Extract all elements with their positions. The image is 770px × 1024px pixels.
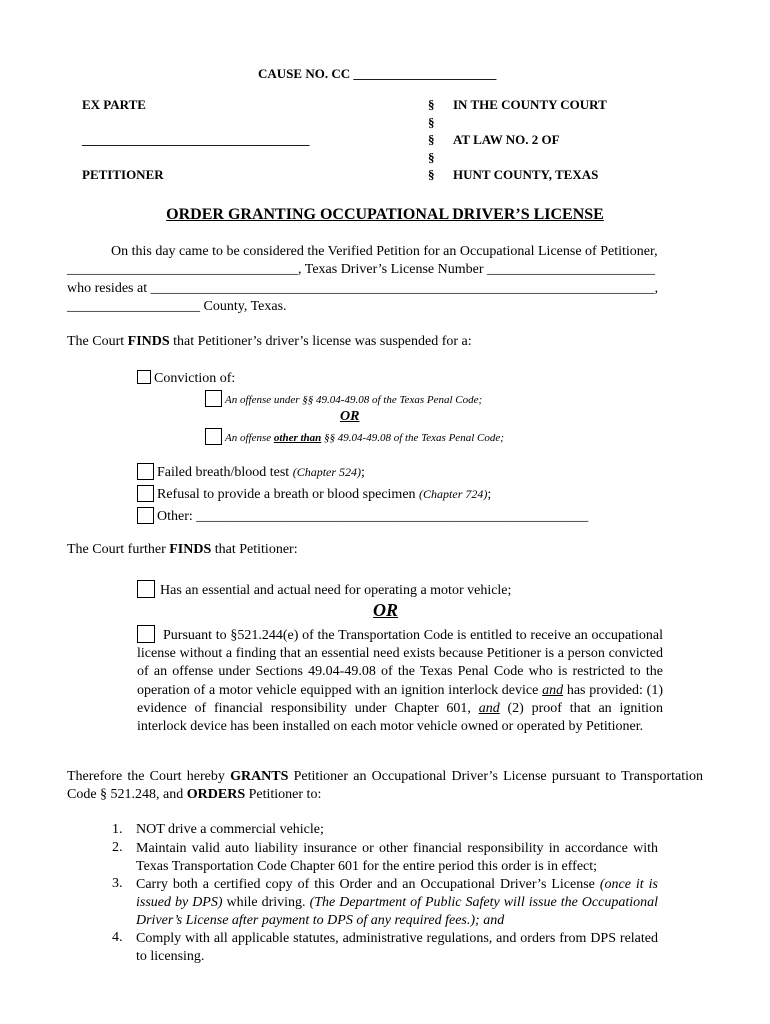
or-separator-large: OR bbox=[373, 600, 399, 620]
finds-petitioner-statement: The Court further FINDS that Petitioner: bbox=[67, 542, 298, 557]
failed-test-checkbox[interactable] bbox=[137, 463, 154, 480]
intro-line1: On this day came to be considered the Verified Petition for an Occupational License of Petitioner, bbox=[111, 244, 658, 259]
order-item-number: 1. bbox=[112, 822, 123, 837]
document-title: ORDER GRANTING OCCUPATIONAL DRIVER’S LICENSE bbox=[166, 206, 604, 223]
intro-line3[interactable]: who resides at ________________________________________________________________________, bbox=[67, 281, 659, 296]
finds-suspension-statement: The Court FINDS that Petitioner’s driver’s license was suspended for a: bbox=[67, 334, 472, 349]
therefore-paragraph: Therefore the Court hereby GRANTS Petitioner an Occupational Driver’s License pursuant to Transportation Code § 521.248, and ORDERS Petitioner to: bbox=[67, 769, 703, 803]
conviction-option[interactable] bbox=[137, 370, 235, 387]
intro-line4[interactable]: ___________________ County, Texas. bbox=[67, 299, 287, 314]
section-sign: § bbox=[428, 97, 435, 112]
order-item: NOT drive a commercial vehicle; bbox=[136, 822, 324, 837]
offense-other-option[interactable] bbox=[205, 428, 504, 445]
section-sign: § bbox=[428, 115, 435, 130]
petitioner-label: PETITIONER bbox=[82, 167, 164, 182]
order-item-number: 2. bbox=[112, 840, 123, 855]
order-item-number: 4. bbox=[112, 930, 123, 945]
court-name-line3: HUNT COUNTY, TEXAS bbox=[453, 167, 599, 182]
section-sign: § bbox=[428, 167, 435, 182]
essential-need-option[interactable]: Has an essential and actual need for operating a motor vehicle; bbox=[137, 580, 511, 599]
offense-other-label: An offense other than §§ 49.04-49.08 of the Texas Penal Code; bbox=[225, 432, 504, 444]
failed-test-option[interactable]: Failed breath/blood test (Chapter 524); bbox=[137, 463, 365, 481]
court-name-line2: AT LAW NO. 2 OF bbox=[453, 132, 560, 147]
cause-number: CAUSE NO. CC ______________________ bbox=[258, 66, 497, 81]
offense-under-label: An offense under §§ 49.04-49.08 of the Texas Penal Code; bbox=[225, 394, 483, 406]
ex-parte-label: EX PARTE bbox=[82, 97, 146, 112]
section-sign: § bbox=[428, 150, 435, 165]
intro-line2[interactable]: _________________________________, Texas Driver’s License Number ________________________ bbox=[67, 262, 655, 277]
essential-need-checkbox[interactable] bbox=[137, 580, 155, 598]
order-item: Maintain valid auto liability insurance or other financial responsibility in accordance with Texas Transportation Code Chapter 601 for the entire period this order is in effect; bbox=[136, 841, 658, 875]
offense-other-checkbox[interactable] bbox=[205, 428, 222, 445]
conviction-checkbox[interactable] bbox=[137, 370, 151, 384]
order-item: Carry both a certified copy of this Order and an Occupational Driver’s License (once it is issued by DPS) while driving. (The Department of Public Safety will issue the Occupational Driver’s License after payment to DPS of any required fees.); and bbox=[136, 877, 659, 929]
order-item-number: 3. bbox=[112, 876, 123, 891]
petitioner-name-line[interactable]: ___________________________________ bbox=[82, 132, 310, 147]
order-item: Comply with all applicable statutes, administrative regulations, and orders from DPS related to licensing. bbox=[136, 931, 658, 965]
court-name-line1: IN THE COUNTY COURT bbox=[453, 97, 607, 112]
offense-under-option[interactable] bbox=[205, 390, 482, 407]
offense-under-checkbox[interactable] bbox=[205, 390, 222, 407]
refusal-checkbox[interactable] bbox=[137, 485, 154, 502]
or-separator: OR bbox=[340, 409, 360, 424]
interlock-option[interactable]: Pursuant to §521.244(e) of the Transportation Code is entitled to receive an occupational license without a finding that an essential need exists because Petitioner is a person convicted of an offense under Sections 49.04-49.08 of the Texas Penal Code who is restricted to the operation of a motor vehicle equipped with an ignition interlock device and has provided: (1) evidence of financial responsibility under Chapter 601, and (2) proof that an ignition interlock device has been installed on each motor vehicle owned or operated by Petitioner. bbox=[137, 625, 663, 736]
other-option[interactable]: Other: ________________________________________________________ bbox=[137, 507, 588, 525]
refusal-option[interactable]: Refusal to provide a breath or blood specimen (Chapter 724); bbox=[137, 485, 491, 503]
conviction-label: Conviction of: bbox=[154, 371, 236, 386]
interlock-checkbox[interactable] bbox=[137, 625, 155, 643]
section-sign: § bbox=[428, 132, 435, 147]
other-checkbox[interactable] bbox=[137, 507, 154, 524]
